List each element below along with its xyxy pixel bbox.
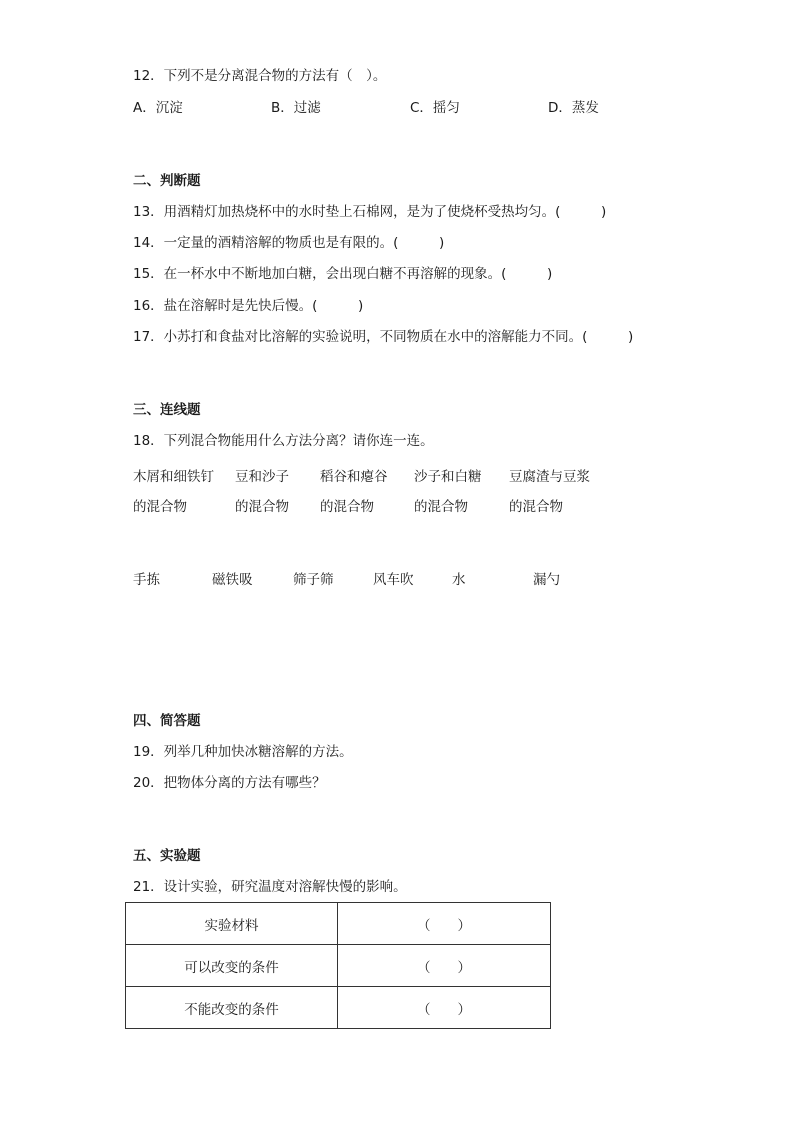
section-title-matching: 三、连线题: [133, 402, 201, 418]
method-4: 风车吹: [373, 572, 414, 588]
mixture-2-suffix: 的混合物: [235, 499, 289, 515]
method-1: 手拣: [133, 572, 160, 588]
method-2: 磁铁吸: [212, 572, 253, 588]
method-6: 漏勺: [533, 572, 560, 588]
mixture-5-suffix: 的混合物: [509, 499, 563, 515]
question-13: 13．用酒精灯加热烧杯中的水时垫上石棉网，是为了使烧杯受热均匀。( ): [133, 204, 607, 220]
table-label-cell: 可以改变的条件: [126, 945, 338, 987]
mixture-5: 豆腐渣与豆浆: [509, 469, 590, 485]
option-d: D．蒸发: [548, 100, 599, 116]
question-16: 16．盐在溶解时是先快后慢。( ): [133, 298, 364, 314]
mixture-1-suffix: 的混合物: [133, 499, 187, 515]
option-b: B．过滤: [271, 100, 321, 116]
question-19: 19．列举几种加快冰糖溶解的方法。: [133, 744, 353, 760]
mixture-3-suffix: 的混合物: [320, 499, 374, 515]
option-c: C．摇匀: [410, 100, 460, 116]
experiment-table: [125, 902, 551, 1029]
section-title-experiment: 五、实验题: [133, 848, 201, 864]
option-a: A．沉淀: [133, 100, 183, 116]
question-12: 12．下列不是分离混合物的方法有（ ）。: [133, 68, 387, 84]
table-answer-cell: （ ）: [338, 987, 551, 1029]
question-15: 15．在一杯水中不断地加白糖，会出现白糖不再溶解的现象。( ): [133, 266, 553, 282]
table-label-cell: 不能改变的条件: [126, 987, 338, 1029]
mixture-1: 木屑和细铁钉: [133, 469, 214, 485]
table-label-cell: 实验材料: [126, 903, 338, 945]
table-answer-cell: （ ）: [338, 903, 551, 945]
question-21: 21．设计实验，研究温度对溶解快慢的影响。: [133, 879, 407, 895]
method-3: 筛子筛: [293, 572, 334, 588]
mixture-4-suffix: 的混合物: [414, 499, 468, 515]
section-title-short-answer: 四、简答题: [133, 713, 201, 729]
method-5: 水: [452, 572, 466, 588]
table-answer-cell: （ ）: [338, 945, 551, 987]
table-row: [126, 945, 551, 987]
question-17: 17．小苏打和食盐对比溶解的实验说明，不同物质在水中的溶解能力不同。( ): [133, 329, 634, 345]
mixture-3: 稻谷和瘪谷: [320, 469, 388, 485]
mixture-4: 沙子和白糖: [414, 469, 482, 485]
question-20: 20．把物体分离的方法有哪些？: [133, 775, 326, 791]
question-14: 14．一定量的酒精溶解的物质也是有限的。( ): [133, 235, 445, 251]
question-18: 18．下列混合物能用什么方法分离？请你连一连。: [133, 433, 434, 449]
section-title-judgement: 二、判断题: [133, 173, 201, 189]
table-row: [126, 987, 551, 1029]
mixture-2: 豆和沙子: [235, 469, 289, 485]
table-row: [126, 903, 551, 945]
